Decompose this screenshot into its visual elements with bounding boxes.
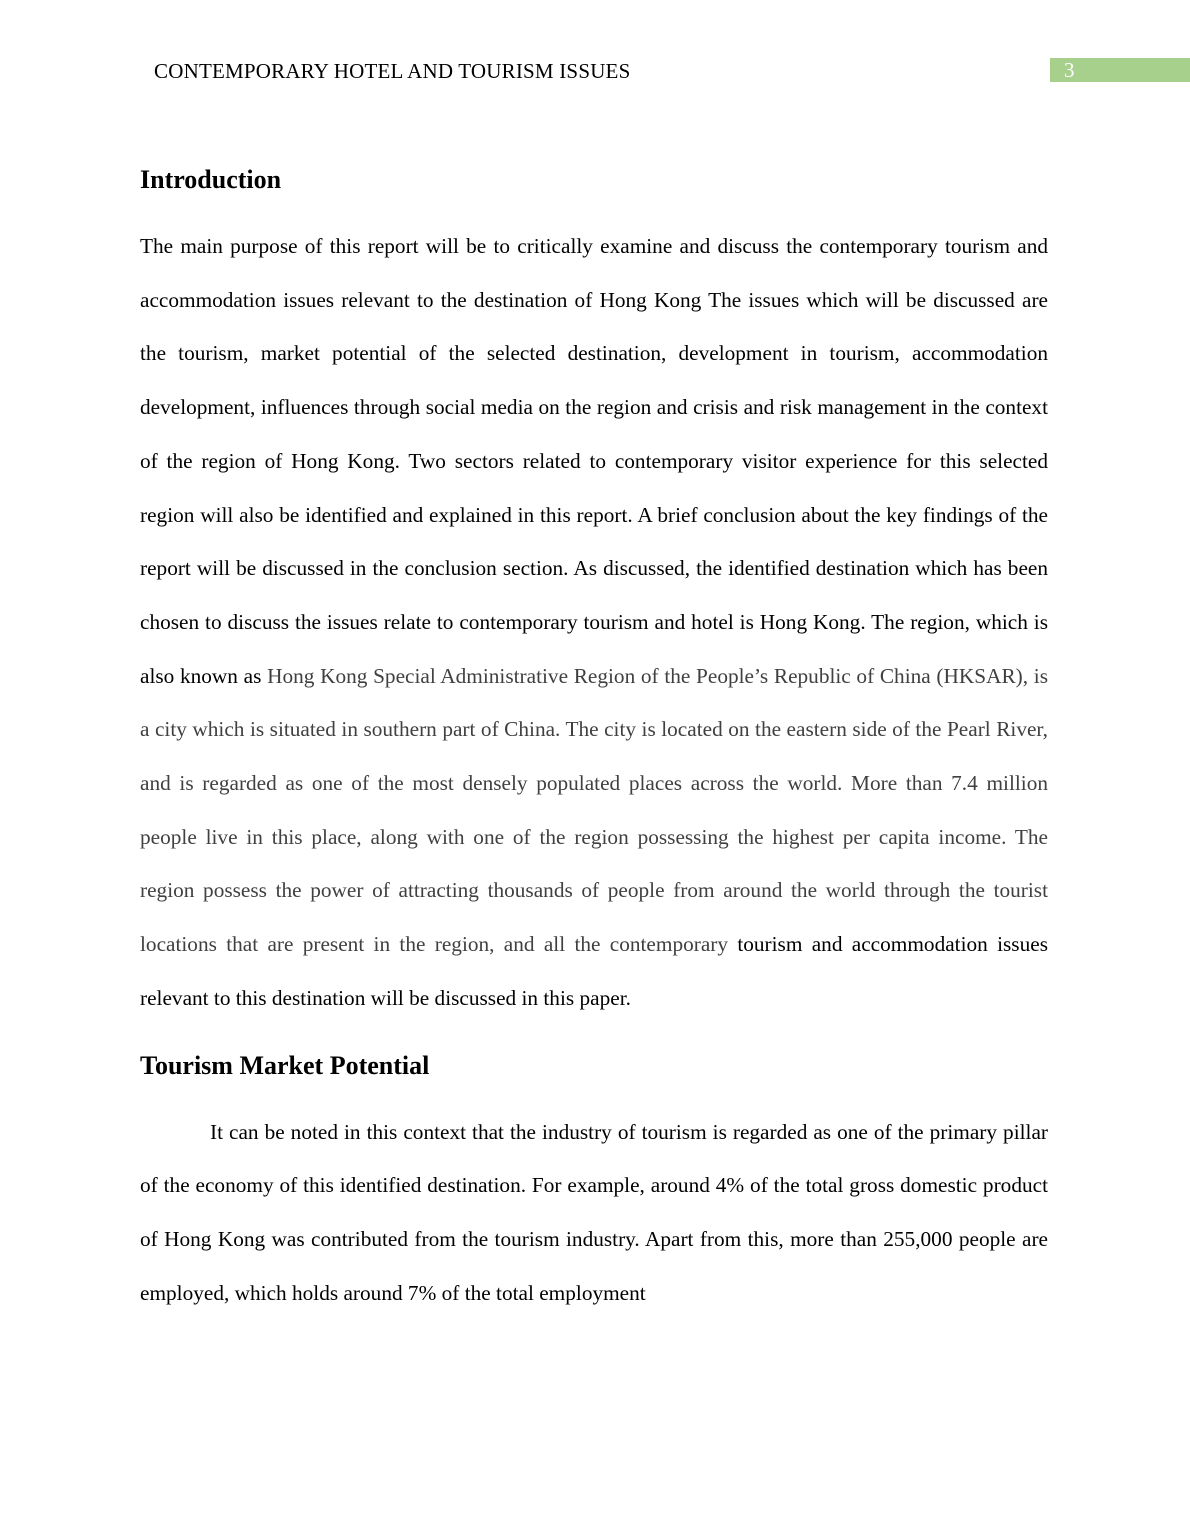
introduction-paragraph xyxy=(140,220,1048,1026)
introduction-text-part3: tourism and accommodation issues relevant to this destination will be discussed in this paper. xyxy=(140,932,1048,1010)
section-heading-tourism-market-potential: Tourism Market Potential xyxy=(140,1050,430,1080)
introduction-text-part1: The main purpose of this report will be to critically examine and discuss the contemporary tourism and accommodation issues relevant to the destination of Hong Kong The issues which will be discussed are the tourism, market potential of the selected destination, development in tourism, accommodation development, influences through social media on the region and crisis and risk management in the context of the region of Hong Kong. Two sectors related to contemporary visitor experience for this selected region will also be identified and explained in this report. A brief conclusion about the key findings of the report will be discussed in the conclusion section. As discussed, the identified destination which has been chosen to discuss the issues relate to contemporary tourism and hotel is Hong Kong. The region, which is also known as xyxy=(140,234,1048,688)
section-heading-introduction: Introduction xyxy=(140,165,282,194)
document-body xyxy=(140,160,1048,1320)
tourism-market-paragraph: It can be noted in this context that the industry of tourism is regarded as one of the primary pillar of the economy of this identified destination. For example, around 4% of the total gross domestic product of Hong Kong was contributed from the tourism industry. Apart from this, more than 255,000 people are employed, which holds around 7% of the total employment xyxy=(140,1119,1048,1305)
introduction-text-part2: Hong Kong Special Administrative Region of the People’s Republic of China (HKSAR), is a city which is situated in southern part of China. The city is located on the eastern side of the Pearl River, and is regarded as one of the most densely populated places across the world. More than 7.4 million people live in this place, along with one of the region possessing the highest per capita income. The region possess the power of attracting thousands of people from around the world through the tourist locations that are present in the region, and all the contemporary xyxy=(140,663,1048,957)
page-number: 3 xyxy=(1050,58,1190,82)
running-head: CONTEMPORARY HOTEL AND TOURISM ISSUES xyxy=(154,59,631,83)
